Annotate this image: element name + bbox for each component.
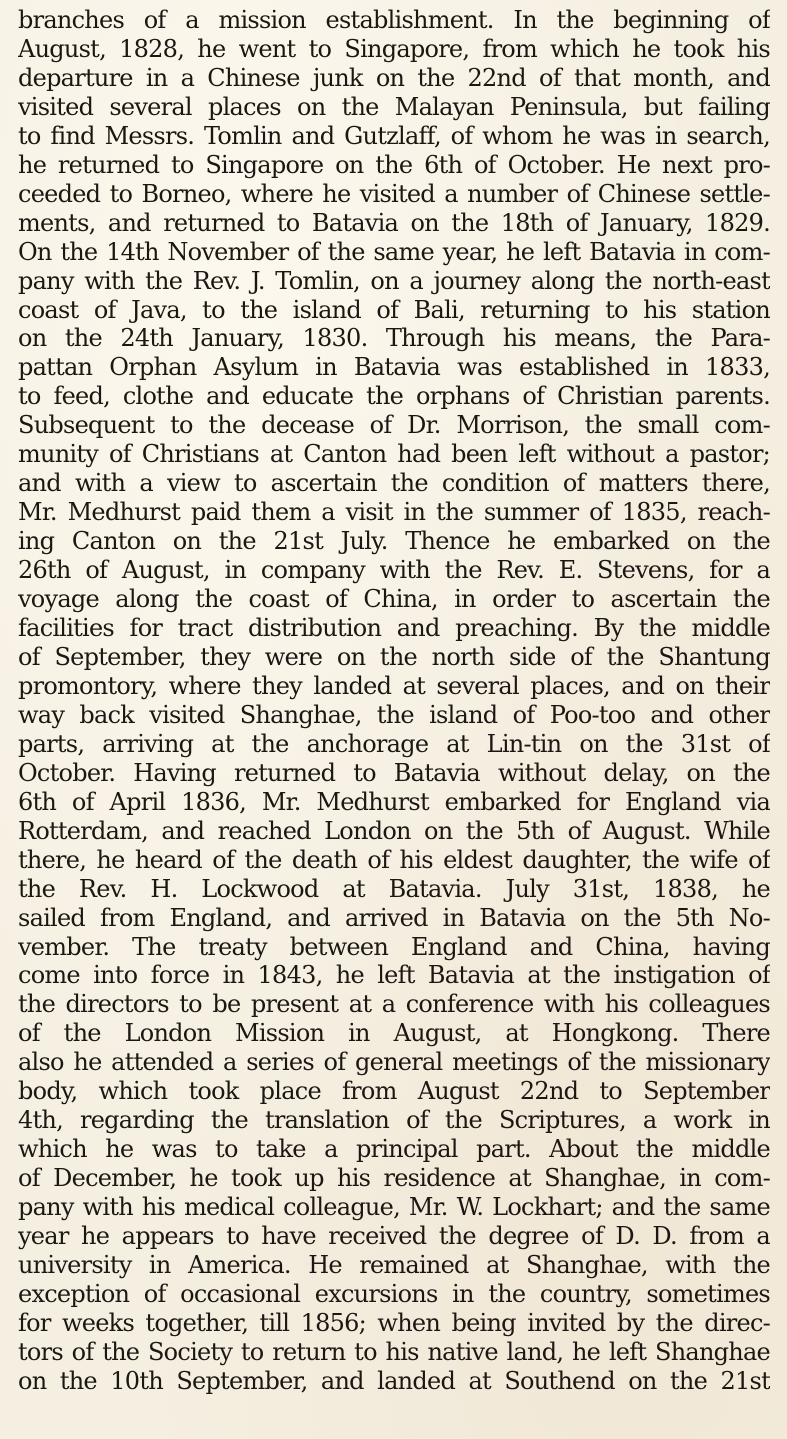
text-line: 4th, regarding the translation of the Scriptures, a work in <box>18 1106 770 1135</box>
text-line: 6th of April 1836, Mr. Medhurst embarked for England via <box>18 787 770 816</box>
text-line: pattan Orphan Asylum in Batavia was established in 1833, <box>18 353 770 382</box>
text-line: to feed, clothe and educate the orphans of Christian parents. <box>18 382 770 411</box>
text-line: Subsequent to the decease of Dr. Morrison, the small com- <box>18 411 770 440</box>
text-line: ments, and returned to Batavia on the 18th of January, 1829. <box>18 208 770 237</box>
text-line: facilities for tract distribution and preaching. By the middle <box>18 614 770 643</box>
text-line: exception of occasional excursions in the country, sometimes <box>18 1279 770 1308</box>
text-line: pany with the Rev. J. Tomlin, on a journey along the north-east <box>18 266 770 295</box>
text-line: university in America. He remained at Shanghae, with the <box>18 1250 770 1279</box>
text-line: 26th of August, in company with the Rev. E. Stevens, for a <box>18 556 770 585</box>
text-line: visited several places on the Malayan Peninsula, but failing <box>18 92 770 121</box>
text-line: the directors to be present at a conference with his colleagues <box>18 990 770 1019</box>
text-line: voyage along the coast of China, in order to ascertain the <box>18 585 770 614</box>
text-line: year he appears to have received the degree of D. D. from a <box>18 1222 770 1251</box>
text-line: ing Canton on the 21st July. Thence he embarked on the <box>18 527 770 556</box>
text-line: he returned to Singapore on the 6th of October. He next pro- <box>18 150 770 179</box>
text-line: for weeks together, till 1856; when being invited by the direc- <box>18 1308 770 1337</box>
text-line: the Rev. H. Lockwood at Batavia. July 31st, 1838, he <box>18 874 770 903</box>
text-line: to find Messrs. Tomlin and Gutzlaff, of whom he was in search, <box>18 121 770 150</box>
text-line: way back visited Shanghae, the island of Poo-too and other <box>18 700 770 729</box>
text-line: tors of the Society to return to his native land, he left Shanghae <box>18 1337 770 1366</box>
text-line: munity of Christians at Canton had been left without a pastor; <box>18 440 770 469</box>
text-line: parts, arriving at the anchorage at Lin-tin on the 31st of <box>18 729 770 758</box>
text-line: October. Having returned to Batavia without delay, on the <box>18 758 770 787</box>
text-line: Rotterdam, and reached London on the 5th of August. While <box>18 816 770 845</box>
text-line: vember. The treaty between England and China, having <box>18 932 770 961</box>
text-line: coast of Java, to the island of Bali, returning to his station <box>18 295 770 324</box>
text-line: body, which took place from August 22nd to September <box>18 1077 770 1106</box>
text-line: come into force in 1843, he left Batavia at the instigation of <box>18 961 770 990</box>
text-line: branches of a mission establishment. In the beginning of <box>18 6 770 34</box>
text-line: of the London Mission in August, at Hongkong. There <box>18 1019 770 1048</box>
text-line: promontory, where they landed at several places, and on their <box>18 671 770 700</box>
text-line: August, 1828, he went to Singapore, from which he took his <box>18 34 770 63</box>
text-line: and with a view to ascertain the condition of matters there, <box>18 469 770 498</box>
text-line: which he was to take a principal part. About the middle <box>18 1135 770 1164</box>
text-line: pany with his medical colleague, Mr. W. Lockhart; and the same <box>18 1193 770 1222</box>
text-line: on the 24th January, 1830. Through his means, the Para- <box>18 324 770 353</box>
text-line: On the 14th November of the same year, he left Batavia in com- <box>18 237 770 266</box>
text-line: departure in a Chinese junk on the 22nd of that month, and <box>18 63 770 92</box>
text-line: also he attended a series of general meetings of the missionary <box>18 1048 770 1077</box>
body-text <box>18 6 770 1396</box>
text-line: on the 10th September, and landed at Southend on the 21st <box>18 1366 770 1395</box>
text-line: there, he heard of the death of his eldest daughter, the wife of <box>18 845 770 874</box>
text-line: sailed from England, and arrived in Batavia on the 5th No- <box>18 903 770 932</box>
text-line: of September, they were on the north side of the Shantung <box>18 642 770 671</box>
text-line: of December, he took up his residence at Shanghae, in com- <box>18 1164 770 1193</box>
text-line: ceeded to Borneo, where he visited a number of Chinese settle- <box>18 179 770 208</box>
text-line: Mr. Medhurst paid them a visit in the summer of 1835, reach- <box>18 498 770 527</box>
